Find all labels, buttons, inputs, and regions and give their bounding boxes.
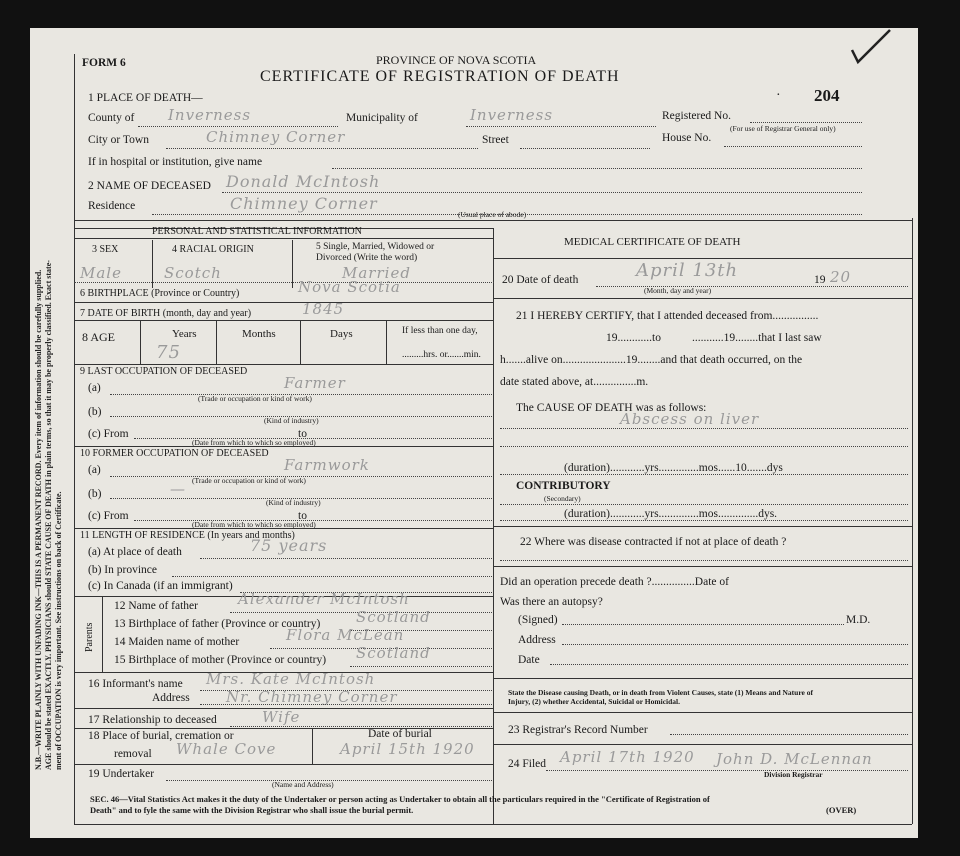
state-disease-note-line1: State the Disease causing Death, or in death from Violent Causes, state (1) Means and Nature of <box>508 688 813 697</box>
date-of-death-label: 20 Date of death <box>502 274 579 286</box>
name-of-deceased-number: 2 <box>88 180 94 192</box>
form-number: FORM 6 <box>82 57 126 69</box>
footer-note <box>90 794 710 816</box>
address-label: Address <box>518 634 556 646</box>
registered-no-note: (For use of Registrar General only) <box>730 124 836 133</box>
place-of-death-heading: 1 PLACE OF DEATH— <box>88 92 203 104</box>
check-mark-icon <box>848 28 894 70</box>
dot-mark: · <box>776 88 781 103</box>
municipality-label: Municipality of <box>346 112 418 124</box>
parents-label: Parents <box>84 622 95 652</box>
county-label: County of <box>88 112 135 124</box>
registered-no-label: Registered No. <box>662 110 731 122</box>
age-label: 8 AGE <box>82 330 115 344</box>
duration2-label: (duration)............yrs..............mos..............dys. <box>564 508 778 520</box>
registrar-record-label: 23 Registrar's Record Number <box>508 724 648 736</box>
former-occ-a-note: (Trade or occupation or kind of work) <box>192 476 306 485</box>
certificate-title: CERTIFICATE OF REGISTRATION OF DEATH <box>260 68 620 85</box>
mother-maiden-name-label: 14 Maiden name of mother <box>114 636 240 648</box>
deceased-name-value: Donald McIntosh <box>226 172 381 191</box>
signed-label: (Signed) <box>518 614 558 626</box>
former-occ-b-value: — <box>170 480 186 498</box>
autopsy-label: Was there an autopsy? <box>500 596 603 608</box>
duration1-label: (duration)............yrs..............mos......10.......dys <box>564 462 783 474</box>
certify-line2-b: ...........19........that I last saw <box>692 332 822 344</box>
last-occ-to-label: to <box>298 428 307 440</box>
certificate-number: 204 <box>814 86 840 105</box>
marital-status-value: Married <box>342 264 411 282</box>
province-heading: PROVINCE OF NOVA SCOTIA <box>376 53 537 67</box>
racial-origin-value: Scotch <box>164 264 222 282</box>
city-town-label: City or Town <box>88 134 149 146</box>
last-occ-a-note: (Trade or occupation or kind of work) <box>198 394 312 403</box>
mother-birthplace-label: 15 Birthplace of mother (Province or country) <box>114 654 327 666</box>
name-of-deceased-text: NAME OF DECEASED <box>96 180 211 192</box>
certify-label: 21 I HEREBY CERTIFY, that I attended deceased from................ <box>516 310 819 322</box>
informant-name-label: 16 Informant's name <box>88 678 183 690</box>
marital-status-label-line1: 5 Single, Married, Widowed or <box>316 242 435 252</box>
registrar-signature: John D. McLennan <box>716 750 873 768</box>
age-years-label: Years <box>172 328 197 340</box>
racial-origin-label: 4 RACIAL ORIGIN <box>172 244 254 255</box>
disease-contracted-label: 22 Where was disease contracted if not at place of death ? <box>520 536 787 548</box>
sex-label: 3 SEX <box>92 244 119 255</box>
undertaker-note: (Name and Address) <box>272 780 334 789</box>
date-of-death-note: (Month, day and year) <box>644 286 712 295</box>
former-occ-b-label: (b) <box>88 488 102 500</box>
father-name-label: 12 Name of father <box>114 600 198 612</box>
cause-of-death-label: The CAUSE OF DEATH was as follows: <box>516 402 707 414</box>
burial-place-value: Whale Cove <box>176 740 277 758</box>
certify-line4: date stated above, at...............m. <box>500 376 649 388</box>
date-of-birth-label: 7 DATE OF BIRTH (month, day and year) <box>80 308 252 319</box>
residence-label: Residence <box>88 200 136 212</box>
date-of-burial-label: Date of burial <box>368 728 432 740</box>
mother-maiden-name-value: Flora McLean <box>286 626 405 644</box>
last-occ-from-label: (c) From <box>88 428 129 440</box>
city-town-value: Chimney Corner <box>206 128 346 146</box>
birthplace-value: Nova Scotia <box>298 278 401 296</box>
undertaker-label: 19 Undertaker <box>88 768 155 780</box>
side-instructions <box>34 260 64 770</box>
former-occ-a-label: (a) <box>88 464 101 476</box>
state-disease-note <box>508 688 813 706</box>
certificate-page <box>30 28 918 838</box>
less-than-day-label: If less than one day, <box>402 326 478 336</box>
date-of-burial-value: April 15th 1920 <box>340 740 475 758</box>
certify-line2-a: 19............to <box>606 332 661 344</box>
former-occ-b-note: (Kind of industry) <box>266 498 321 507</box>
filed-label: 24 Filed <box>508 758 547 770</box>
former-occ-from-label: (c) From <box>88 510 129 522</box>
father-birthplace-value: Scotland <box>356 608 431 626</box>
last-occupation-heading: 9 LAST OCCUPATION OF DECEASED <box>80 366 248 377</box>
death-year-value: 20 <box>830 268 852 286</box>
over-label: (OVER) <box>826 805 857 815</box>
medical-cert-heading: MEDICAL CERTIFICATE OF DEATH <box>564 236 741 248</box>
contributory-label: CONTRIBUTORY <box>516 480 611 492</box>
certify-line3: h.......alive on......................19........and that death occurred, on the <box>500 354 803 366</box>
footer-line2: Death" and to fyle the same with the Division Registrar who shall issue the burial permit. <box>90 805 414 815</box>
marital-status-label-line2: Divorced (Write the word) <box>316 253 418 263</box>
age-years-value: 75 <box>156 342 181 363</box>
side-instruction-line-2: AGE should be stated EXACTLY. PHYSICIANS should STATE CAUSE OF DEATH in plain terms, so that it may be properly classified. Exact state- <box>44 260 53 770</box>
hrs-min-label: .........hrs. or.......min. <box>402 350 481 360</box>
in-province-label: (b) In province <box>88 564 157 576</box>
footer-line1: SEC. 46—Vital Statistics Act makes it the duty of the Undertaker or person acting as Undertaker to obtain all the particulars required in the "Certificate of Registration of <box>90 794 710 804</box>
residence-value: Chimney Corner <box>230 194 378 213</box>
date-of-birth-value: 1845 <box>302 300 345 318</box>
former-occ-to-label: to <box>298 510 307 522</box>
side-instruction-line-1: N.B.—WRITE PLAINLY WITH UNFADING INK—THIS IS A PERMANENT RECORD. Every item of information should be carefully supplied. <box>34 269 43 770</box>
date-label: Date <box>518 654 540 666</box>
county-value: Inverness <box>168 106 252 124</box>
last-occ-b-note: (Kind of industry) <box>264 416 319 425</box>
date-of-death-value: April 13th <box>636 260 739 281</box>
last-occ-a-label: (a) <box>88 382 101 394</box>
personal-info-heading: PERSONAL AND STATISTICAL INFORMATION <box>152 226 362 237</box>
father-name-value: Alexander McIntosh <box>238 590 410 608</box>
marital-status-label <box>316 242 434 264</box>
informant-address-label: Address <box>152 692 190 704</box>
last-occ-b-label: (b) <box>88 406 102 418</box>
age-days-label: Days <box>330 328 353 340</box>
operation-label: Did an operation precede death ?...............Date of <box>500 576 729 588</box>
usual-abode-note: (Usual place of abode) <box>458 210 527 219</box>
name-of-deceased-label <box>88 180 211 192</box>
relationship-value: Wife <box>262 708 301 726</box>
former-occupation-value: Farmwork <box>284 456 370 474</box>
relationship-label: 17 Relationship to deceased <box>88 714 217 726</box>
municipality-value: Inverness <box>470 106 554 124</box>
birthplace-label: 6 BIRTHPLACE (Province or Country) <box>80 288 240 299</box>
cause-of-death-value: Abscess on liver <box>620 410 760 428</box>
state-disease-note-line2: Injury, (2) whether Accidental, Suicidal or Homicidal. <box>508 697 681 706</box>
age-months-label: Months <box>242 328 276 340</box>
mother-birthplace-value: Scotland <box>356 644 431 662</box>
informant-name-value: Mrs. Kate McIntosh <box>206 670 376 688</box>
house-no-label: House No. <box>662 132 712 144</box>
father-birthplace-label: 13 Birthplace of father (Province or country) <box>114 618 321 630</box>
contributory-note: (Secondary) <box>544 494 581 503</box>
street-label: Street <box>482 134 509 146</box>
sex-value: Male <box>80 264 122 282</box>
former-occupation-heading: 10 FORMER OCCUPATION OF DECEASED <box>80 448 269 459</box>
former-occ-from-note: (Date from which to which so employed) <box>192 520 316 529</box>
last-occupation-value: Farmer <box>284 374 346 392</box>
at-place-of-death-label: (a) At place of death <box>88 546 182 558</box>
at-place-of-death-value: 75 years <box>250 536 328 555</box>
side-instruction-line-3: ment of OCCUPATION is very important. See instructions on back of Certificate. <box>54 491 63 770</box>
hospital-label: If in hospital or institution, give name <box>88 156 263 168</box>
last-occ-from-note: (Date from which to which so employed) <box>192 438 316 447</box>
burial-removal-label: removal <box>114 748 152 760</box>
filed-date-value: April 17th 1920 <box>560 748 695 766</box>
burial-place-label: 18 Place of burial, cremation or <box>88 730 234 742</box>
in-canada-label: (c) In Canada (if an immigrant) <box>88 580 233 592</box>
division-registrar-label: Division Registrar <box>764 770 823 779</box>
year-prefix: 19 <box>814 274 826 286</box>
residence-length-heading: 11 LENGTH OF RESIDENCE (In years and months) <box>80 530 295 541</box>
md-label: M.D. <box>846 614 871 626</box>
informant-address-value: Nr. Chimney Corner <box>226 688 398 706</box>
